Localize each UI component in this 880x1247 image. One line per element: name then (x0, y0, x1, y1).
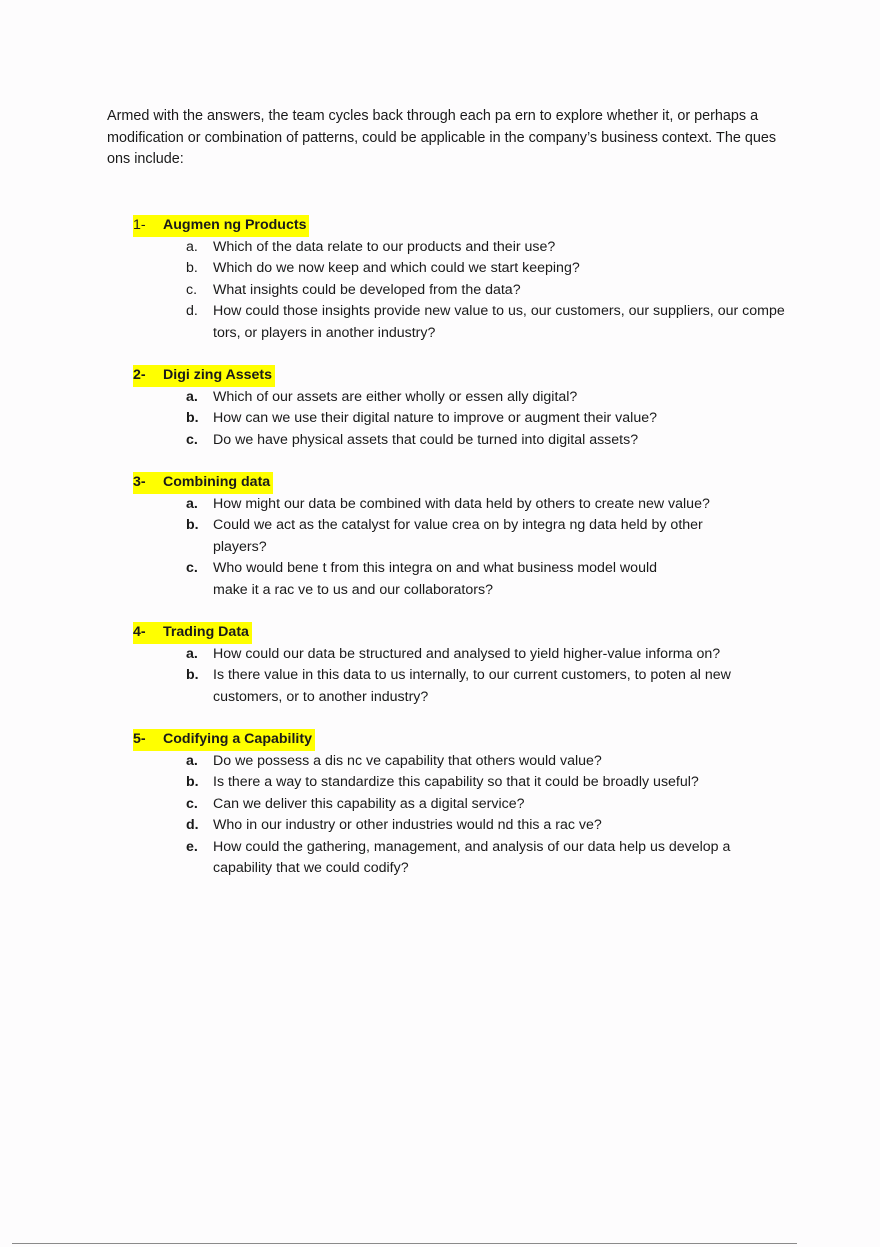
item-text: Do we possess a dis nc ve capability that others would value? (213, 752, 602, 769)
item-text: Which do we now keep and which could we start keeping? (213, 260, 580, 276)
item-letter: b. (186, 260, 198, 276)
section-number: 1- (133, 215, 159, 237)
question-list (133, 751, 793, 880)
item-text: Do we have physical assets that could be turned into digital assets? (213, 431, 639, 448)
item-text: Who would bene t from this integra on and what business model would make it a rac ve to us and our collaborators? (213, 560, 658, 598)
section-augmenting-products (133, 215, 793, 344)
list-item (133, 430, 793, 452)
list-item (133, 558, 793, 601)
section-combining-data (133, 472, 793, 601)
item-letter: b. (186, 410, 199, 426)
item-text: Is there a way to standardize this capability so that it could be broadly useful? (213, 774, 699, 790)
item-text: Which of our assets are either wholly or essen ally digital? (213, 388, 578, 405)
section-heading (133, 215, 793, 237)
list-item (133, 237, 793, 259)
item-letter: a. (186, 495, 198, 512)
section-number: 5- (133, 729, 159, 751)
section-title: Augmen ng Products (159, 215, 309, 237)
question-list (133, 387, 793, 452)
section-codifying-capability (133, 729, 793, 880)
section-heading (133, 622, 793, 644)
section-number: 2- (133, 365, 159, 387)
item-letter: d. (186, 817, 199, 833)
item-letter: e. (186, 838, 198, 855)
item-letter: d. (186, 303, 198, 319)
item-text: How might our data be combined with data held by others to create new value? (213, 495, 710, 512)
item-letter: a. (186, 752, 198, 769)
section-heading (133, 365, 793, 387)
list-item (133, 772, 793, 794)
section-title: Combining data (159, 472, 273, 494)
list-item (133, 665, 793, 708)
question-list (133, 237, 793, 345)
section-number: 4- (133, 622, 159, 644)
item-letter: a. (186, 388, 198, 405)
item-letter: b. (186, 774, 199, 790)
item-text: How can we use their digital nature to improve or augment their value? (213, 410, 657, 426)
item-text: Who in our industry or other industries would nd this a rac ve? (213, 817, 602, 833)
item-letter: c. (186, 795, 198, 812)
item-text: Which of the data relate to our products and their use? (213, 238, 556, 255)
item-letter: c. (186, 281, 198, 298)
list-item (133, 515, 793, 558)
item-text: Is there value in this data to us internally, to our current customers, to poten al new customers, or to another industry? (213, 667, 731, 705)
item-text: Could we act as the catalyst for value crea on by integra ng data held by other players? (213, 517, 703, 555)
list-item (133, 751, 793, 773)
list-item (133, 815, 793, 837)
item-letter: c. (186, 431, 198, 448)
list-item (133, 644, 793, 666)
list-item (133, 494, 793, 516)
section-heading (133, 729, 793, 751)
section-heading (133, 472, 793, 494)
question-list (133, 644, 793, 709)
item-letter: a. (186, 645, 198, 662)
list-item (133, 280, 793, 302)
list-item (133, 387, 793, 409)
item-text: What insights could be developed from the data? (213, 281, 521, 298)
item-text: Can we deliver this capability as a digital service? (213, 795, 525, 812)
question-list (133, 494, 793, 602)
item-letter: b. (186, 517, 199, 533)
item-text: How could those insights provide new value to us, our customers, our suppliers, our compe tors, or players in another industry? (213, 303, 785, 341)
item-text: How could our data be structured and analysed to yield higher-value informa on? (213, 645, 721, 662)
item-letter: c. (186, 560, 198, 576)
section-title: Trading Data (159, 622, 252, 644)
list-item (133, 258, 793, 280)
section-trading-data (133, 622, 793, 708)
section-number: 3- (133, 472, 159, 494)
list-item (133, 408, 793, 430)
section-title: Digi zing Assets (159, 365, 275, 387)
list-item (133, 837, 793, 880)
list-item (133, 301, 793, 344)
footer-divider (12, 1243, 797, 1244)
list-item (133, 794, 793, 816)
item-letter: a. (186, 238, 198, 255)
section-digitizing-assets (133, 365, 793, 451)
section-title: Codifying a Capability (159, 729, 315, 751)
item-letter: b. (186, 667, 199, 683)
intro-paragraph: Armed with the answers, the team cycles back through each pa ern to explore whether it, or perhaps a modification or combination of patterns, could be applicable in the company’s business context. The ques ons include: (107, 108, 777, 168)
item-text: How could the gathering, management, and analysis of our data help us develop a capability that we could codify? (213, 838, 731, 876)
